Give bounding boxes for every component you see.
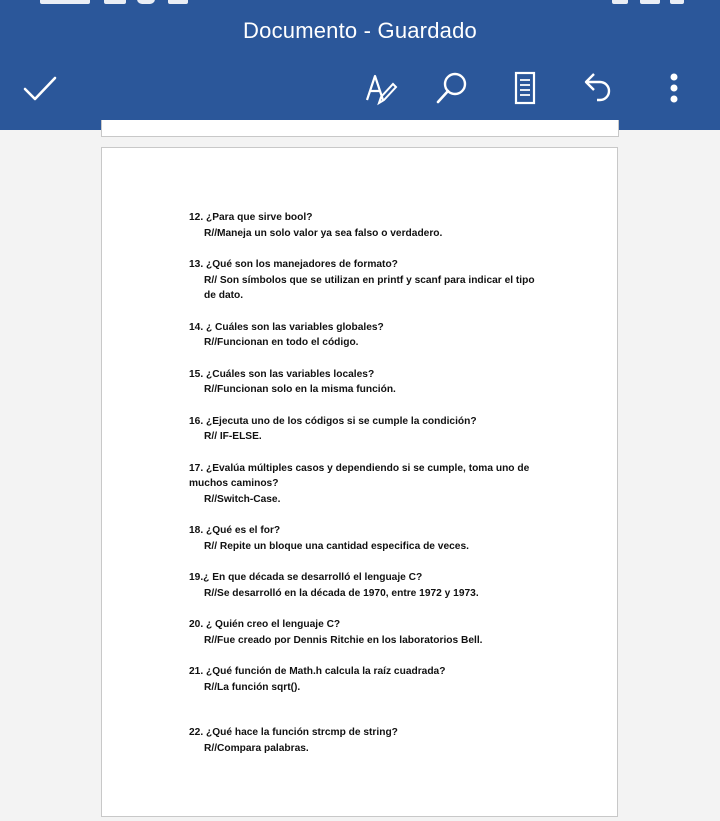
previous-page	[101, 120, 619, 137]
qa-item	[189, 664, 549, 695]
qa-item	[189, 367, 549, 398]
question-text: 17. ¿Evalúa múltiples casos y dependiendo si se cumple, toma uno de muchos caminos?	[189, 462, 530, 489]
document-title: Documento - Guardado	[243, 18, 477, 43]
question-text: 12. ¿Para que sirve bool?	[189, 212, 313, 223]
question-text: 16. ¿Ejecuta uno de los códigos si se cumple la condición?	[189, 415, 477, 427]
answer-text: R// IF-ELSE.	[204, 431, 262, 442]
document-page[interactable]	[101, 147, 618, 817]
more-vertical-icon[interactable]	[654, 68, 694, 108]
reading-view-icon[interactable]	[505, 68, 545, 108]
question-text: 21. ¿Qué función de Math.h calcula la raíz cuadrada?	[189, 666, 446, 677]
qa-item	[189, 570, 549, 601]
qa-item	[189, 414, 549, 445]
answer-text: R// Son símbolos que se utilizan en printf y scanf para indicar el tipo de dato.	[204, 274, 535, 301]
check-icon[interactable]	[20, 68, 60, 108]
qa-item	[189, 257, 549, 304]
search-icon[interactable]	[432, 68, 472, 108]
document-content	[189, 210, 549, 772]
answer-text: R//Funcionan solo en la misma función.	[204, 384, 396, 395]
answer-text: R//Fue creado por Dennis Ritchie en los laboratorios Bell.	[204, 634, 483, 646]
question-text: 13. ¿Qué son los manejadores de formato?	[189, 259, 398, 270]
question-text: 15. ¿Cuáles son las variables locales?	[189, 368, 375, 380]
answer-text: R//La función sqrt().	[204, 681, 301, 693]
qa-item	[189, 617, 549, 648]
answer-text: R//Maneja un solo valor ya sea falso o verdadero.	[204, 227, 443, 239]
answer-text: R//Switch-Case.	[204, 493, 281, 505]
question-text: 14. ¿ Cuáles son las variables globales?	[189, 321, 384, 333]
answer-text: R//Funcionan en todo el código.	[204, 337, 359, 348]
question-text: 22. ¿Qué hace la función strcmp de string?	[189, 727, 398, 738]
status-bar	[0, 0, 720, 8]
answer-text: R//Compara palabras.	[204, 742, 309, 754]
qa-item	[189, 210, 549, 241]
question-text: 20. ¿ Quién creo el lenguaje C?	[189, 619, 341, 630]
answer-text: R//Se desarrolló en la década de 1970, entre 1972 y 1973.	[204, 587, 479, 599]
qa-item	[189, 320, 549, 351]
draw-pen-icon[interactable]	[360, 68, 400, 108]
undo-icon[interactable]	[578, 68, 618, 108]
qa-item	[189, 523, 549, 554]
qa-item	[189, 461, 549, 508]
answer-text: R// Repite un bloque una cantidad especifica de veces.	[204, 540, 469, 552]
app-toolbar	[0, 0, 720, 130]
question-text: 19.¿ En que década se desarrolló el lenguaje C?	[189, 572, 423, 583]
question-text: 18. ¿Qué es el for?	[189, 525, 281, 536]
qa-item	[189, 725, 549, 756]
